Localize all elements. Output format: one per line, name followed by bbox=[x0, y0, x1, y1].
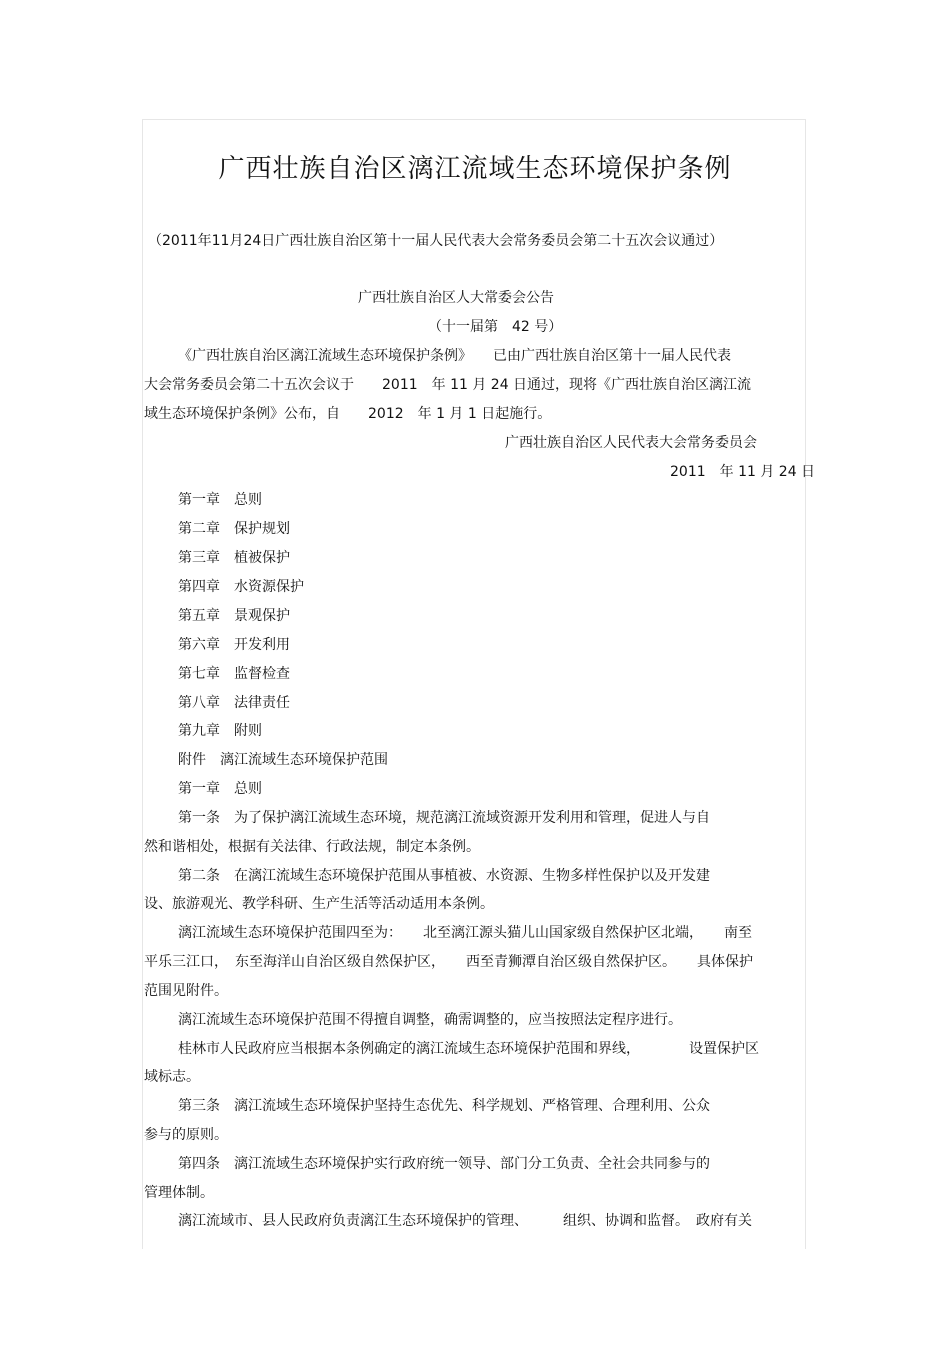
toc-item: 附件 漓江流域生态环境保护范围 bbox=[178, 752, 388, 768]
body-line: 漓江流域生态环境保护范围不得擅自调整，确需调整的，应当按照法定程序进行。 bbox=[178, 1012, 682, 1028]
body-line: 第四条 漓江流域生态环境保护实行政府统一领导、部门分工负责、全社会共同参与的 bbox=[178, 1156, 710, 1172]
body-line: 第二条 在漓江流域生态环境保护范围从事植被、水资源、生物多样性保护以及开发建 bbox=[178, 868, 710, 884]
toc-item: 第七章 监督检查 bbox=[178, 666, 290, 682]
toc-item: 第九章 附则 bbox=[178, 723, 262, 739]
announcement-heading: 广西壮族自治区人大常委会公告 bbox=[358, 290, 554, 306]
body-line: 范围见附件。 bbox=[144, 983, 228, 999]
toc-item: 第二章 保护规划 bbox=[178, 521, 290, 537]
body-line: 漓江流域生态环境保护范围四至为： 北至漓江源头猫儿山国家级自然保护区北端， 南至 bbox=[178, 925, 752, 941]
body-line: 域标志。 bbox=[144, 1069, 200, 1085]
body-line: 平乐三江口， 东至海洋山自治区级自然保护区， 西至青狮潭自治区级自然保护区。 具体保护 bbox=[144, 954, 753, 970]
toc-item: 第六章 开发利用 bbox=[178, 637, 290, 653]
body-line: 参与的原则。 bbox=[144, 1127, 228, 1143]
toc-item: 第一章 总则 bbox=[178, 492, 262, 508]
announcement-line: 域生态环境保护条例》公布，自 2012 年 1 月 1 日起施行。 bbox=[144, 406, 552, 422]
body-line: 漓江流域市、县人民政府负责漓江生态环境保护的管理、 组织、协调和监督。 政府有关 bbox=[178, 1213, 752, 1229]
body-line: 设、旅游观光、教学科研、生产生活等活动适用本条例。 bbox=[144, 896, 494, 912]
toc-item: 第四章 水资源保护 bbox=[178, 579, 304, 595]
chapter-heading: 第一章 总则 bbox=[178, 781, 262, 797]
toc-item: 第三章 植被保护 bbox=[178, 550, 290, 566]
announcement-date: 2011 年 11 月 24 日 bbox=[670, 464, 816, 480]
body-line: 第三条 漓江流域生态环境保护坚持生态优先、科学规划、严格管理、合理利用、公众 bbox=[178, 1098, 710, 1114]
body-line: 桂林市人民政府应当根据本条例确定的漓江流域生态环境保护范围和界线， 设置保护区 bbox=[178, 1041, 759, 1057]
passage-note: （2011年11月24日广西壮族自治区第十一届人民代表大会常务委员会第二十五次会议通过） bbox=[148, 233, 724, 249]
announcement-issuer: 广西壮族自治区人民代表大会常务委员会 bbox=[505, 435, 757, 451]
document-title: 广西壮族自治区漓江流域生态环境保护条例 bbox=[218, 154, 732, 184]
announcement-line: 《广西壮族自治区漓江流域生态环境保护条例》 已由广西壮族自治区第十一届人民代表 bbox=[178, 348, 731, 364]
announcement-number: （十一届第 42 号） bbox=[428, 319, 563, 335]
toc-item: 第五章 景观保护 bbox=[178, 608, 290, 624]
body-line: 然和谐相处，根据有关法律、行政法规，制定本条例。 bbox=[144, 839, 480, 855]
body-line: 第一条 为了保护漓江流域生态环境，规范漓江流域资源开发利用和管理，促进人与自 bbox=[178, 810, 710, 826]
body-line: 管理体制。 bbox=[144, 1185, 214, 1201]
toc-item: 第八章 法律责任 bbox=[178, 695, 290, 711]
announcement-line: 大会常务委员会第二十五次会议于 2011 年 11 月 24 日通过，现将《广西壮族自治区漓江流 bbox=[144, 377, 752, 393]
